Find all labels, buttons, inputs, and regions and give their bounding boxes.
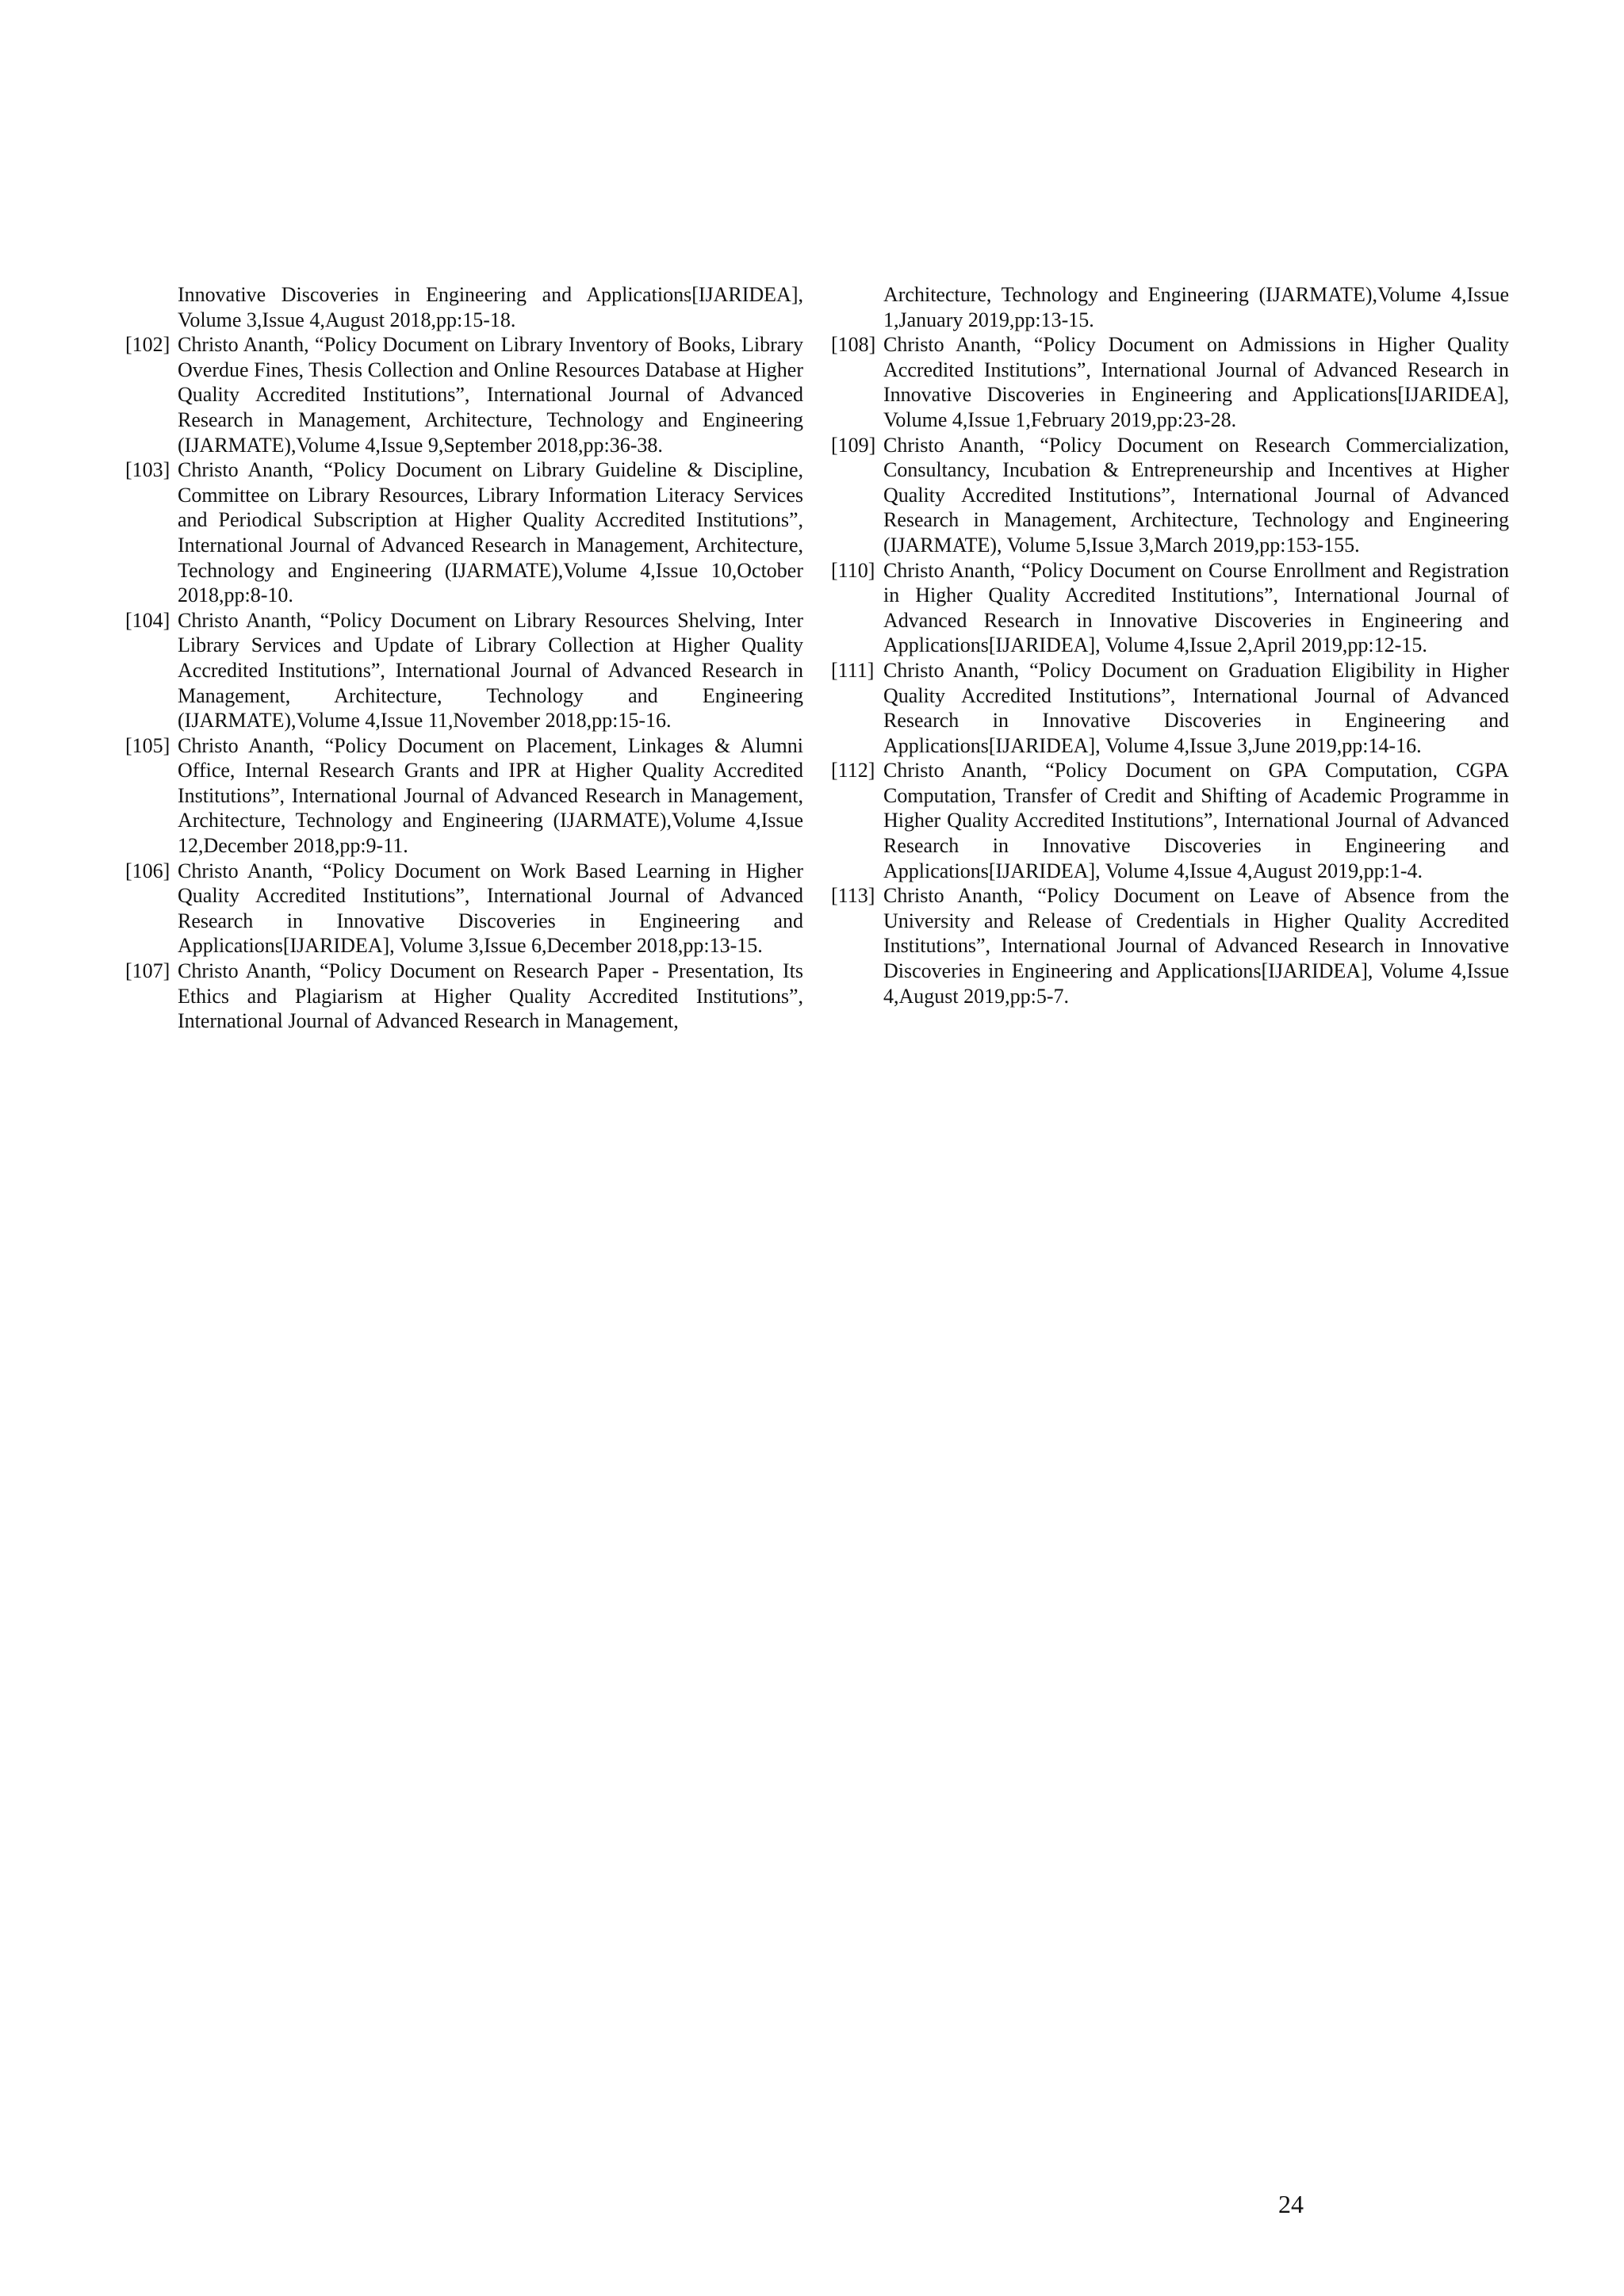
reference-number: [107] xyxy=(125,959,170,983)
reference-text: Innovative Discoveries in Engineering and Applications[IJARIDEA], Volume 3,Issue 4,August 2018,pp:15-18. xyxy=(178,283,803,331)
reference-text: Christo Ananth, “Policy Document on Course Enrollment and Registration in Higher Quality Accredited Institutions”, International Journal of Advanced Research in Innovative Discoveries in Engineering and Applications[IJARIDEA], Volume 4,Issue 2,April 2019,pp:12-15. xyxy=(883,558,1509,657)
reference-number: [104] xyxy=(125,608,170,632)
reference-text: Christo Ananth, “Policy Document on Leave of Absence from the University and Release of Credentials in Higher Quality Accredited Institutions”, International Journal of Advanced Research in Innovative Discoveries in Engineering and Applications[IJARIDEA], Volume 4,Issue 4,August 2019,pp:5-7. xyxy=(883,884,1509,1008)
reference-entry xyxy=(125,608,803,733)
reference-entry xyxy=(125,457,803,608)
reference-entry xyxy=(125,859,803,959)
reference-entry xyxy=(125,332,803,457)
reference-text: Christo Ananth, “Policy Document on Research Commercialization, Consultancy, Incubation & Entrepreneurship and Incentives at Higher Quality Accredited Institutions”, International Journal of Advanced Research in Management, Architecture, Technology and Engineering (IJARMATE), Volume 5,Issue 3,March 2019,pp:153-155. xyxy=(883,433,1509,557)
references-right-column xyxy=(831,282,1509,1008)
reference-text: Christo Ananth, “Policy Document on GPA Computation, CGPA Computation, Transfer of Credit and Shifting of Academic Programme in Higher Quality Accredited Institutions”, International Journal of Advanced Research in Innovative Discoveries in Engineering and Applications[IJARIDEA], Volume 4,Issue 4,August 2019,pp:1-4. xyxy=(883,759,1509,882)
reference-entry xyxy=(831,332,1509,432)
reference-number: [106] xyxy=(125,859,170,882)
reference-number: [112] xyxy=(831,759,875,783)
page-number: 24 xyxy=(1278,2190,1304,2218)
reference-text: Christo Ananth, “Policy Document on Placement, Linkages & Alumni Office, Internal Research Grants and IPR at Higher Quality Accredited Institutions”, International Journal of Advanced Research in Management, Architecture, Technology and Engineering (IJARMATE),Volume 4,Issue 12,December 2018,pp:9-11. xyxy=(178,733,803,858)
reference-number: [108] xyxy=(831,333,876,357)
reference-text: Christo Ananth, “Policy Document on Research Paper - Presentation, Its Ethics and Plagiarism at Higher Quality Accredited Institutions”, International Journal of Advanced Research in Management, xyxy=(178,959,803,1033)
reference-number: [105] xyxy=(125,733,170,757)
reference-entry xyxy=(125,733,803,859)
reference-continuation xyxy=(831,282,1509,332)
reference-text: Christo Ananth, “Policy Document on Graduation Eligibility in Higher Quality Accredited Institutions”, International Journal of Advanced Research in Innovative Discoveries in Engineering and Applications[IJARIDEA], Volume 4,Issue 3,June 2019,pp:14-16. xyxy=(883,658,1509,757)
reference-text: Christo Ananth, “Policy Document on Library Inventory of Books, Library Overdue Fines, Thesis Collection and Online Resources Database at Higher Quality Accredited Institutions”, International Journal of Advanced Research in Management, Architecture, Technology and Engineering (IJARMATE),Volume 4,Issue 9,September 2018,pp:36-38. xyxy=(178,333,803,457)
references-left-column xyxy=(125,282,803,1034)
reference-number: [102] xyxy=(125,333,170,357)
reference-text: Christo Ananth, “Policy Document on Library Guideline & Discipline, Committee on Library Resources, Library Information Literacy Services and Periodical Subscription at Higher Quality Accredited Institutions”, International Journal of Advanced Research in Management, Architecture, Technology and Engineering (IJARMATE),Volume 4,Issue 10,October 2018,pp:8-10. xyxy=(178,458,803,607)
reference-entry xyxy=(831,558,1509,658)
reference-number: [109] xyxy=(831,433,876,457)
reference-text: Architecture, Technology and Engineering (IJARMATE),Volume 4,Issue 1,January 2019,pp:13-15. xyxy=(883,283,1509,331)
reference-number: [113] xyxy=(831,884,875,908)
reference-continuation xyxy=(125,282,803,332)
reference-text: Christo Ananth, “Policy Document on Admissions in Higher Quality Accredited Institutions”, International Journal of Advanced Research in Innovative Discoveries in Engineering and Applications[IJARIDEA], Volume 4,Issue 1,February 2019,pp:23-28. xyxy=(883,333,1509,431)
reference-entry xyxy=(831,433,1509,558)
reference-entry xyxy=(831,883,1509,1008)
reference-entry xyxy=(831,758,1509,883)
reference-entry xyxy=(125,959,803,1034)
reference-number: [110] xyxy=(831,558,875,582)
reference-text: Christo Ananth, “Policy Document on Library Resources Shelving, Inter Library Services and Update of Library Collection at Higher Quality Accredited Institutions”, International Journal of Advanced Research in Management, Architecture, Technology and Engineering (IJARMATE),Volume 4,Issue 11,November 2018,pp:15-16. xyxy=(178,608,803,733)
reference-text: Christo Ananth, “Policy Document on Work Based Learning in Higher Quality Accredited Institutions”, International Journal of Advanced Research in Innovative Discoveries in Engineering and Applications[IJARIDEA], Volume 3,Issue 6,December 2018,pp:13-15. xyxy=(178,859,803,958)
reference-entry xyxy=(831,658,1509,758)
reference-number: [111] xyxy=(831,658,875,682)
reference-number: [103] xyxy=(125,458,170,482)
